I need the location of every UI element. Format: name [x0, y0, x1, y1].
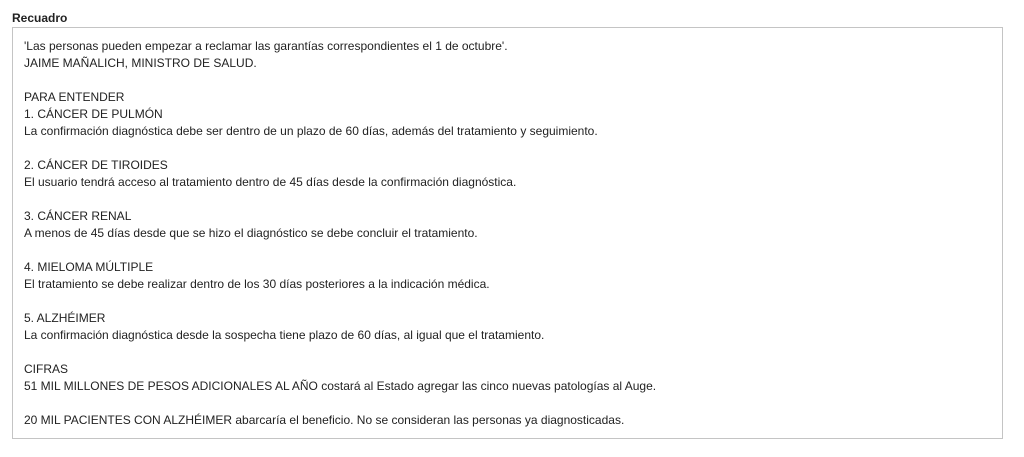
text-line: La confirmación diagnóstica desde la sospecha tiene plazo de 60 días, al igual que el tratamiento.	[24, 328, 545, 342]
text-line: El usuario tendrá acceso al tratamiento dentro de 45 días desde la confirmación diagnóstica.	[24, 175, 517, 189]
text-line	[24, 191, 992, 208]
text-line: A menos de 45 días desde que se hizo el diagnóstico se debe concluir el tratamiento.	[24, 226, 478, 240]
text-line: CIFRAS	[24, 362, 69, 376]
text-line: 4. MIELOMA MÚLTIPLE	[24, 260, 154, 274]
text-line	[24, 344, 992, 361]
text-line: 20 MIL PACIENTES CON ALZHÉIMER abarcaría el beneficio. No se consideran las personas ya diagnosticadas.	[24, 413, 625, 427]
text-line	[24, 293, 992, 310]
text-line	[24, 242, 992, 259]
text-line: 1. CÁNCER DE PULMÓN	[24, 107, 163, 121]
text-line: 2. CÁNCER DE TIROIDES	[24, 158, 168, 172]
text-line: El tratamiento se debe realizar dentro de los 30 días posteriores a la indicación médica.	[24, 277, 490, 291]
text-line: La confirmación diagnóstica debe ser dentro de un plazo de 60 días, además del tratamiento y seguimiento.	[24, 124, 598, 138]
text-line: PARA ENTENDER	[24, 90, 125, 104]
text-line	[24, 395, 992, 412]
text-line: JAIME MAÑALICH, MINISTRO DE SALUD.	[24, 56, 257, 70]
text-line: 5. ALZHÉIMER	[24, 311, 106, 325]
text-line: 51 MIL MILLONES DE PESOS ADICIONALES AL AÑO costará al Estado agregar las cinco nuevas patologías al Auge.	[24, 379, 657, 393]
recuadro-textarea[interactable]	[12, 27, 1003, 439]
text-line	[24, 72, 992, 89]
text-line: 3. CÁNCER RENAL	[24, 209, 132, 223]
text-line: 'Las personas pueden empezar a reclamar las garantías correspondientes el 1 de octubre'.	[24, 39, 508, 53]
field-label: Recuadro	[12, 11, 68, 25]
text-line	[24, 140, 992, 157]
